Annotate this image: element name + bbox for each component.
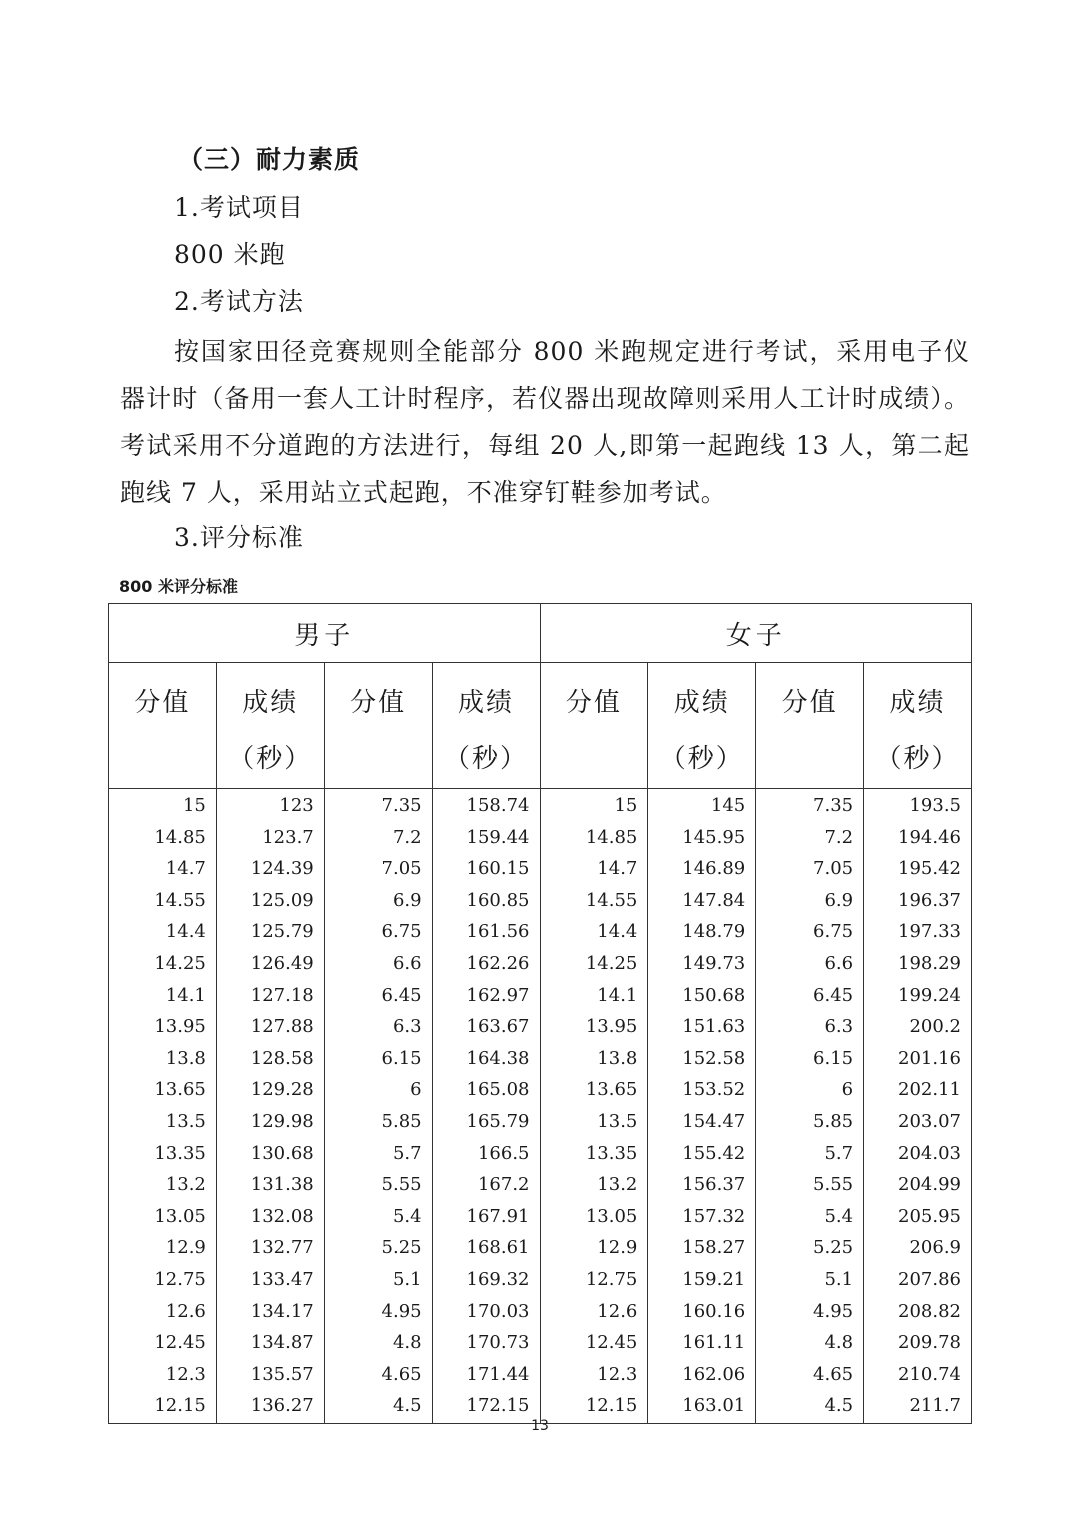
table-row (109, 885, 972, 917)
table-cell: 147.84 (648, 885, 756, 917)
table-cell: 14.4 (540, 916, 648, 948)
col-result-header: 成绩 （秒） (648, 663, 756, 789)
table-cell: 6.15 (324, 1043, 432, 1075)
table-cell: 13.8 (109, 1043, 217, 1075)
table-cell: 5.1 (756, 1264, 864, 1296)
table-cell: 159.21 (648, 1264, 756, 1296)
table-row (109, 853, 972, 885)
table-cell: 15 (540, 789, 648, 822)
table-cell: 145 (648, 789, 756, 822)
table-cell: 210.74 (864, 1359, 972, 1391)
table-cell: 13.65 (540, 1074, 648, 1106)
table-cell: 194.46 (864, 822, 972, 854)
table-cell: 197.33 (864, 916, 972, 948)
table-cell: 14.25 (109, 948, 217, 980)
table-cell: 200.2 (864, 1011, 972, 1043)
table-cell: 123 (216, 789, 324, 822)
col-result-header: 成绩 （秒） (216, 663, 324, 789)
table-cell: 13.2 (540, 1169, 648, 1201)
table-cell: 130.68 (216, 1138, 324, 1170)
table-cell: 155.42 (648, 1138, 756, 1170)
table-cell: 14.85 (109, 822, 217, 854)
table-cell: 4.95 (756, 1296, 864, 1328)
table-cell: 209.78 (864, 1327, 972, 1359)
table-cell: 131.38 (216, 1169, 324, 1201)
table-cell: 7.05 (756, 853, 864, 885)
table-cell: 136.27 (216, 1390, 324, 1423)
table-row (109, 1264, 972, 1296)
table-cell: 12.75 (540, 1264, 648, 1296)
table-cell: 5.25 (324, 1232, 432, 1264)
table-caption: 800 米评分标准 (119, 577, 238, 596)
method-paragraph: 按国家田径竞赛规则全能部分 800 米跑规定进行考试，采用电子仪器计时（备用一套人工计时程序，若仪器出现故障则采用人工计时成绩）。考试采用不分道跑的方法进行，每组 20 人,即第一起跑线 13 人，第二起跑线 7 人，采用站立式起跑，不准穿钉鞋参加考试。 (120, 337, 970, 507)
table-row (109, 822, 972, 854)
table-cell: 13.5 (109, 1106, 217, 1138)
table-cell: 6.45 (324, 980, 432, 1012)
table-cell: 14.85 (540, 822, 648, 854)
table-cell: 163.67 (432, 1011, 540, 1043)
table-cell: 123.7 (216, 822, 324, 854)
table-cell: 129.98 (216, 1106, 324, 1138)
col-result-header: 成绩 （秒） (864, 663, 972, 789)
table-cell: 12.45 (540, 1327, 648, 1359)
table-cell: 160.85 (432, 885, 540, 917)
table-row (109, 1296, 972, 1328)
table-cell: 4.5 (324, 1390, 432, 1423)
table-cell: 145.95 (648, 822, 756, 854)
table-cell: 5.25 (756, 1232, 864, 1264)
col-score-header: 分值 (756, 663, 864, 789)
table-cell: 6.3 (756, 1011, 864, 1043)
table-cell: 7.05 (324, 853, 432, 885)
table-cell: 12.15 (540, 1390, 648, 1423)
table-cell: 5.85 (324, 1106, 432, 1138)
table-cell: 5.55 (324, 1169, 432, 1201)
table-cell: 171.44 (432, 1359, 540, 1391)
table-cell: 148.79 (648, 916, 756, 948)
table-cell: 15 (109, 789, 217, 822)
table-cell: 158.27 (648, 1232, 756, 1264)
table-cell: 160.16 (648, 1296, 756, 1328)
table-cell: 167.91 (432, 1201, 540, 1233)
table-cell: 12.45 (109, 1327, 217, 1359)
table-cell: 162.26 (432, 948, 540, 980)
table-cell: 13.8 (540, 1043, 648, 1075)
table-cell: 199.24 (864, 980, 972, 1012)
table-cell: 168.61 (432, 1232, 540, 1264)
item3-heading: 3.评分标准 (174, 523, 304, 552)
table-cell: 125.09 (216, 885, 324, 917)
table-cell: 12.75 (109, 1264, 217, 1296)
table-row (109, 1232, 972, 1264)
table-cell: 4.65 (324, 1359, 432, 1391)
table-row (109, 948, 972, 980)
table-cell: 204.03 (864, 1138, 972, 1170)
table-cell: 6.6 (324, 948, 432, 980)
table-cell: 7.2 (324, 822, 432, 854)
table-cell: 5.1 (324, 1264, 432, 1296)
table-row (109, 1138, 972, 1170)
table-cell: 132.08 (216, 1201, 324, 1233)
table-cell: 198.29 (864, 948, 972, 980)
table-cell: 204.99 (864, 1169, 972, 1201)
table-cell: 14.1 (540, 980, 648, 1012)
table-cell: 162.97 (432, 980, 540, 1012)
table-row (109, 1074, 972, 1106)
table-cell: 6 (324, 1074, 432, 1106)
table-row (109, 789, 972, 822)
table-cell: 124.39 (216, 853, 324, 885)
table-cell: 7.2 (756, 822, 864, 854)
table-row (109, 1359, 972, 1391)
table-cell: 146.89 (648, 853, 756, 885)
table-cell: 159.44 (432, 822, 540, 854)
table-cell: 193.5 (864, 789, 972, 822)
table-cell: 203.07 (864, 1106, 972, 1138)
table-cell: 12.3 (109, 1359, 217, 1391)
table-cell: 4.95 (324, 1296, 432, 1328)
table-cell: 13.2 (109, 1169, 217, 1201)
table-cell: 4.8 (324, 1327, 432, 1359)
table-cell: 14.4 (109, 916, 217, 948)
table-cell: 149.73 (648, 948, 756, 980)
table-cell: 156.37 (648, 1169, 756, 1201)
table-cell: 127.18 (216, 980, 324, 1012)
table-cell: 201.16 (864, 1043, 972, 1075)
col-result-header: 成绩 （秒） (432, 663, 540, 789)
table-cell: 205.95 (864, 1201, 972, 1233)
table-cell: 154.47 (648, 1106, 756, 1138)
table-cell: 152.58 (648, 1043, 756, 1075)
col-score-header: 分值 (540, 663, 648, 789)
table-cell: 13.05 (109, 1201, 217, 1233)
table-cell: 4.65 (756, 1359, 864, 1391)
group-male-header: 男子 (109, 604, 541, 663)
table-row (109, 1106, 972, 1138)
table-cell: 170.03 (432, 1296, 540, 1328)
table-cell: 132.77 (216, 1232, 324, 1264)
table-cell: 202.11 (864, 1074, 972, 1106)
table-cell: 167.2 (432, 1169, 540, 1201)
table-cell: 128.58 (216, 1043, 324, 1075)
table-cell: 160.15 (432, 853, 540, 885)
table-cell: 14.1 (109, 980, 217, 1012)
table-cell: 7.35 (756, 789, 864, 822)
table-cell: 14.7 (540, 853, 648, 885)
group-female-header: 女子 (540, 604, 972, 663)
table-cell: 5.85 (756, 1106, 864, 1138)
table-cell: 12.6 (109, 1296, 217, 1328)
table-cell: 208.82 (864, 1296, 972, 1328)
section-title: （三）耐力素质 (178, 145, 361, 174)
table-cell: 134.87 (216, 1327, 324, 1359)
scoring-table (108, 603, 972, 1424)
table-cell: 157.32 (648, 1201, 756, 1233)
table-cell: 211.7 (864, 1390, 972, 1423)
table-cell: 13.35 (109, 1138, 217, 1170)
table-cell: 6.75 (756, 916, 864, 948)
table-cell: 172.15 (432, 1390, 540, 1423)
table-cell: 12.9 (109, 1232, 217, 1264)
table-cell: 4.5 (756, 1390, 864, 1423)
table-row (109, 1327, 972, 1359)
table-cell: 14.55 (540, 885, 648, 917)
table-cell: 161.56 (432, 916, 540, 948)
table-cell: 150.68 (648, 980, 756, 1012)
table-cell: 127.88 (216, 1011, 324, 1043)
table-cell: 6.15 (756, 1043, 864, 1075)
table-cell: 151.63 (648, 1011, 756, 1043)
table-cell: 13.95 (540, 1011, 648, 1043)
table-cell: 134.17 (216, 1296, 324, 1328)
table-cell: 6.45 (756, 980, 864, 1012)
table-cell: 158.74 (432, 789, 540, 822)
table-cell: 13.05 (540, 1201, 648, 1233)
table-cell: 6 (756, 1074, 864, 1106)
table-cell: 163.01 (648, 1390, 756, 1423)
table-cell: 170.73 (432, 1327, 540, 1359)
table-cell: 162.06 (648, 1359, 756, 1391)
table-body (109, 789, 972, 1424)
table-cell: 206.9 (864, 1232, 972, 1264)
table-cell: 6.9 (324, 885, 432, 917)
item1-heading: 1.考试项目 (174, 193, 304, 222)
table-row (109, 980, 972, 1012)
table-cell: 207.86 (864, 1264, 972, 1296)
table-cell: 161.11 (648, 1327, 756, 1359)
table-cell: 7.35 (324, 789, 432, 822)
table-row (109, 1201, 972, 1233)
item2-heading: 2.考试方法 (174, 287, 304, 316)
table-cell: 5.4 (756, 1201, 864, 1233)
table-cell: 6.3 (324, 1011, 432, 1043)
page-number: 13 (531, 1418, 549, 1434)
table-row (109, 1169, 972, 1201)
table-cell: 195.42 (864, 853, 972, 885)
table-cell: 135.57 (216, 1359, 324, 1391)
table-cell: 5.7 (324, 1138, 432, 1170)
table-cell: 6.9 (756, 885, 864, 917)
col-score-header: 分值 (109, 663, 217, 789)
table-cell: 169.32 (432, 1264, 540, 1296)
table-cell: 133.47 (216, 1264, 324, 1296)
table-cell: 12.3 (540, 1359, 648, 1391)
table-cell: 6.75 (324, 916, 432, 948)
table-cell: 5.7 (756, 1138, 864, 1170)
table-cell: 12.9 (540, 1232, 648, 1264)
table-row (109, 1011, 972, 1043)
table-cell: 13.65 (109, 1074, 217, 1106)
table-cell: 126.49 (216, 948, 324, 980)
table-cell: 5.4 (324, 1201, 432, 1233)
table-cell: 165.08 (432, 1074, 540, 1106)
table-cell: 12.15 (109, 1390, 217, 1423)
table-cell: 166.5 (432, 1138, 540, 1170)
table-row (109, 1043, 972, 1075)
table-cell: 4.8 (756, 1327, 864, 1359)
table-cell: 5.55 (756, 1169, 864, 1201)
table-cell: 164.38 (432, 1043, 540, 1075)
table-cell: 14.7 (109, 853, 217, 885)
table-cell: 165.79 (432, 1106, 540, 1138)
table-cell: 14.55 (109, 885, 217, 917)
table-cell: 14.25 (540, 948, 648, 980)
table-cell: 13.35 (540, 1138, 648, 1170)
table-cell: 153.52 (648, 1074, 756, 1106)
table-cell: 6.6 (756, 948, 864, 980)
item1-text: 800 米跑 (174, 240, 286, 269)
table-cell: 13.95 (109, 1011, 217, 1043)
col-score-header: 分值 (324, 663, 432, 789)
table-cell: 12.6 (540, 1296, 648, 1328)
table-cell: 196.37 (864, 885, 972, 917)
table-cell: 129.28 (216, 1074, 324, 1106)
table-cell: 125.79 (216, 916, 324, 948)
table-cell: 13.5 (540, 1106, 648, 1138)
table-row (109, 916, 972, 948)
